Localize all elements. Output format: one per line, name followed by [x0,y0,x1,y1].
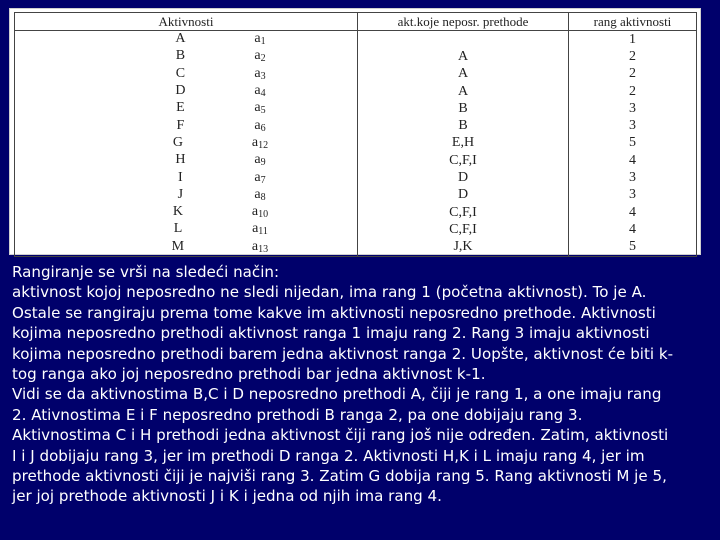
explanation-line: Ostale se rangiraju prema tome kakve im aktivnosti neposredno prethode. Aktivnosti [12,303,656,322]
activity-symbol: a [254,186,261,202]
activity-symbol-index: 4 [260,88,266,100]
rank-cell: 4 [569,152,697,169]
activity-letter: H [175,152,186,168]
activity-cell [15,169,358,186]
activity-symbol: a [254,31,261,47]
rank-cell: 4 [569,221,697,238]
rank-cell: 5 [569,135,697,152]
rank-cell: 4 [569,204,697,221]
activity-symbol-index: 10 [258,209,269,221]
table-row [15,169,697,186]
activity-letter: M [171,238,185,254]
explanation-line: I i J dobijaju rang 3, jer im prethodi D ranga 2. Aktivnosti H,K i L imaju rang 4, jer im [12,446,645,465]
activity-cell [15,187,358,204]
rank-cell: 3 [569,100,697,117]
predecessors-cell: C,F,I [358,221,569,238]
predecessors-cell: C,F,I [358,204,569,221]
activity-symbol: a [251,134,259,150]
activity-table-image [9,8,701,255]
activity-cell [15,239,358,257]
table-row [15,31,697,49]
rank-cell: 3 [569,187,697,204]
activity-symbol: a [254,152,261,168]
predecessors-cell: J,K [358,239,569,257]
activity-letter: F [176,117,185,133]
explanation-line: aktivnost kojoj neposredno ne sledi nijedan, ima rang 1 (početna aktivnost). To je A. [12,283,647,302]
activity-symbol-index: 6 [260,122,266,134]
predecessors-cell: D [358,169,569,186]
activity-letter: E [176,100,185,116]
rank-cell: 2 [569,66,697,83]
activity-symbol-index: 13 [258,243,269,255]
activity-symbol: a [254,169,261,185]
activity-symbol-index: 9 [260,157,266,169]
activity-cell [15,31,358,49]
predecessors-cell [358,31,569,49]
activity-letter: K [172,204,183,220]
activity-letter: I [178,169,183,185]
activity-symbol: a [254,117,261,133]
activity-symbol-index: 12 [258,139,269,151]
explanation-line: kojima neposredno prethodi barem jedna aktivnost ranga 2. Uopšte, aktivnost će biti k- [12,344,674,363]
explanation-line: 2. Ativnostima E i F neposredno prethodi B ranga 2, pa one dobijaju rang 3. [12,405,583,424]
activity-symbol-index: 7 [260,174,266,186]
table-row [15,221,697,238]
activity-cell [15,221,358,238]
explanation-text [12,262,716,507]
activity-cell [15,48,358,65]
activity-cell [15,100,358,117]
activity-letter: C [175,65,186,81]
rank-cell: 1 [569,31,697,49]
activity-symbol: a [254,100,261,116]
activity-symbol-index: 5 [260,105,266,117]
activity-letter: A [175,31,186,47]
activity-letter: G [172,134,183,150]
activity-letter: L [173,221,183,237]
table-row [15,100,697,117]
activity-cell [15,204,358,221]
predecessors-cell: A [358,48,569,65]
explanation-line: Aktivnostima C i H prethodi jedna aktivnost čiji rang još nije određen. Zatim, aktivnosti [12,426,669,445]
explanation-line: kojima neposredno prethodi aktivnost ranga 1 imaju rang 2. Rang 3 imaju aktivnosti [12,324,650,343]
table-row [15,187,697,204]
rank-cell: 2 [569,83,697,100]
predecessors-cell: D [358,187,569,204]
table-header-row [15,13,697,31]
activity-symbol: a [254,48,261,64]
table-row [15,117,697,134]
predecessors-cell: A [358,83,569,100]
explanation-line: Rangiranje se vrši na sledeći način: [12,263,280,281]
rank-cell: 5 [569,239,697,257]
predecessors-cell: E,H [358,135,569,152]
explanation-line: jer joj prethode aktivnosti J i K i jedna od njih ima rang 4. [12,487,442,506]
explanation-line: Vidi se da aktivnostima B,C i D neposredno prethodi A, čiji je rang 1, a one imaju rang [12,385,662,404]
activity-symbol: a [251,204,259,220]
table-row [15,66,697,83]
activity-symbol-index: 2 [260,53,266,65]
activity-symbol-index: 3 [260,70,266,82]
activity-symbol: a [251,238,259,254]
activity-letter: B [175,48,186,64]
table-row [15,135,697,152]
activity-rank-table [14,12,697,257]
activity-symbol-index: 1 [260,36,266,48]
activity-symbol: a [252,221,259,237]
table-row [15,152,697,169]
rank-cell: 3 [569,117,697,134]
table-row [15,83,697,100]
activity-cell [15,117,358,134]
activity-letter: D [175,83,186,99]
activity-symbol-index: 11 [258,226,268,238]
table-body [15,31,697,257]
predecessors-cell: B [358,100,569,117]
activity-cell [15,152,358,169]
table-row [15,204,697,221]
activity-symbol: a [254,65,261,81]
table-row [15,239,697,257]
activity-cell [15,83,358,100]
predecessors-cell: C,F,I [358,152,569,169]
activity-symbol-index: 8 [260,191,266,203]
activity-cell [15,66,358,83]
predecessors-cell: A [358,66,569,83]
header-rank: rang aktivnosti [569,13,697,31]
header-activities: Aktivnosti [15,13,358,31]
explanation-line: prethode aktivnosti čiji je najviši rang 3. Zatim G dobija rang 5. Rang aktivnosti M je 5, [12,467,667,486]
predecessors-cell: B [358,117,569,134]
rank-cell: 2 [569,48,697,65]
activity-letter: J [177,186,184,202]
table-row [15,48,697,65]
activity-cell [15,135,358,152]
activity-symbol: a [254,83,261,99]
explanation-line: tog ranga ako joj neposredno prethodi bar jedna aktivnost k-1. [12,365,486,384]
header-predecessors: akt.koje neposr. prethode [358,13,569,31]
rank-cell: 3 [569,169,697,186]
